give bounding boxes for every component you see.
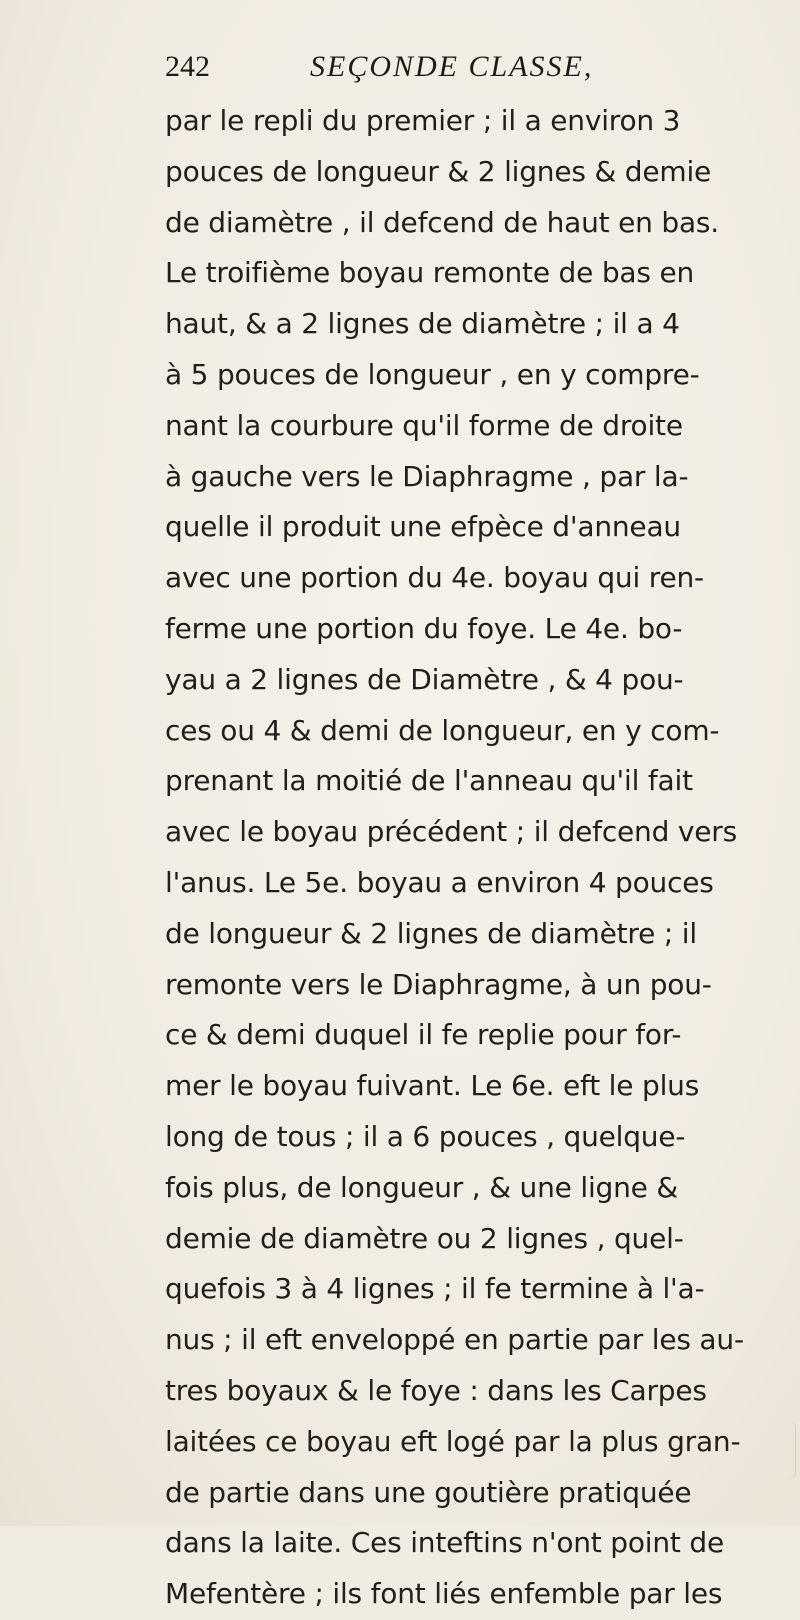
text-line: avec une portion du 4e. boyau qui ren- (165, 561, 704, 595)
text-line: ferme une portion du foye. Le 4e. bo- (165, 611, 683, 645)
text-line: l'anus. Le 5e. boyau a environ 4 pouces (165, 865, 714, 899)
text-line: ces ou 4 & demi de longueur, en y com- (165, 713, 720, 747)
text-line: ce & demi duquel il fe replie pour for- (165, 1018, 682, 1052)
text-line: quelle il produit une efpèce d'anneau (165, 510, 681, 544)
text-line: dans la laite. Ces inteftins n'ont point de (165, 1526, 724, 1560)
text-line: de longueur & 2 lignes de diamètre ; il (165, 916, 697, 950)
text-line: prenant la moitié de l'anneau qu'il fait (165, 764, 693, 798)
text-line: nant la courbure qu'il forme de droite (165, 408, 683, 442)
page-number: 242 (165, 50, 210, 83)
text-line: long de tous ; il a 6 pouces , quelque- (165, 1119, 686, 1153)
text-line: de partie dans une goutière pratiquée (165, 1475, 692, 1509)
text-line: à gauche vers le Diaphragme , par la- (165, 459, 689, 493)
text-line: de diamètre , il defcend de haut en bas. (165, 205, 719, 239)
running-title: SEÇONDE CLASSE, (310, 50, 594, 83)
text-line: haut, & a 2 lignes de diamètre ; il a 4 (165, 307, 680, 341)
text-line: fois plus, de longueur , & une ligne & (165, 1170, 678, 1204)
text-line: mer le boyau fuivant. Le 6e. eft le plus (165, 1069, 700, 1103)
text-line: quefois 3 à 4 lignes ; il fe termine à l'a- (165, 1272, 705, 1306)
text-line: remonte vers le Diaphragme, à un pou- (165, 967, 712, 1001)
text-line: pouces de longueur & 2 lignes & demie (165, 154, 712, 188)
text-line: yau a 2 lignes de Diamètre , & 4 pou- (165, 662, 684, 696)
text-line: avec le boyau précédent ; il defcend vers (165, 815, 737, 849)
body-text (165, 96, 775, 1620)
text-line: tres boyaux & le foye : dans les Carpes (165, 1373, 707, 1407)
text-line: laitées ce boyau eft logé par la plus gran- (165, 1424, 741, 1458)
page-header (165, 50, 725, 94)
text-line: Le troifième boyau remonte de bas en (165, 256, 695, 290)
text-line: nus ; il eft enveloppé en partie par les au- (165, 1323, 744, 1357)
text-line: à 5 pouces de longueur , en y compre- (165, 357, 700, 391)
page-edge-shadow (787, 1420, 796, 1480)
text-line: par le repli du premier ; il a environ 3 (165, 104, 681, 137)
text-line: Mefentère ; ils font liés enfemble par les (165, 1577, 723, 1611)
text-line: demie de diamètre ou 2 lignes , quel- (165, 1221, 684, 1255)
